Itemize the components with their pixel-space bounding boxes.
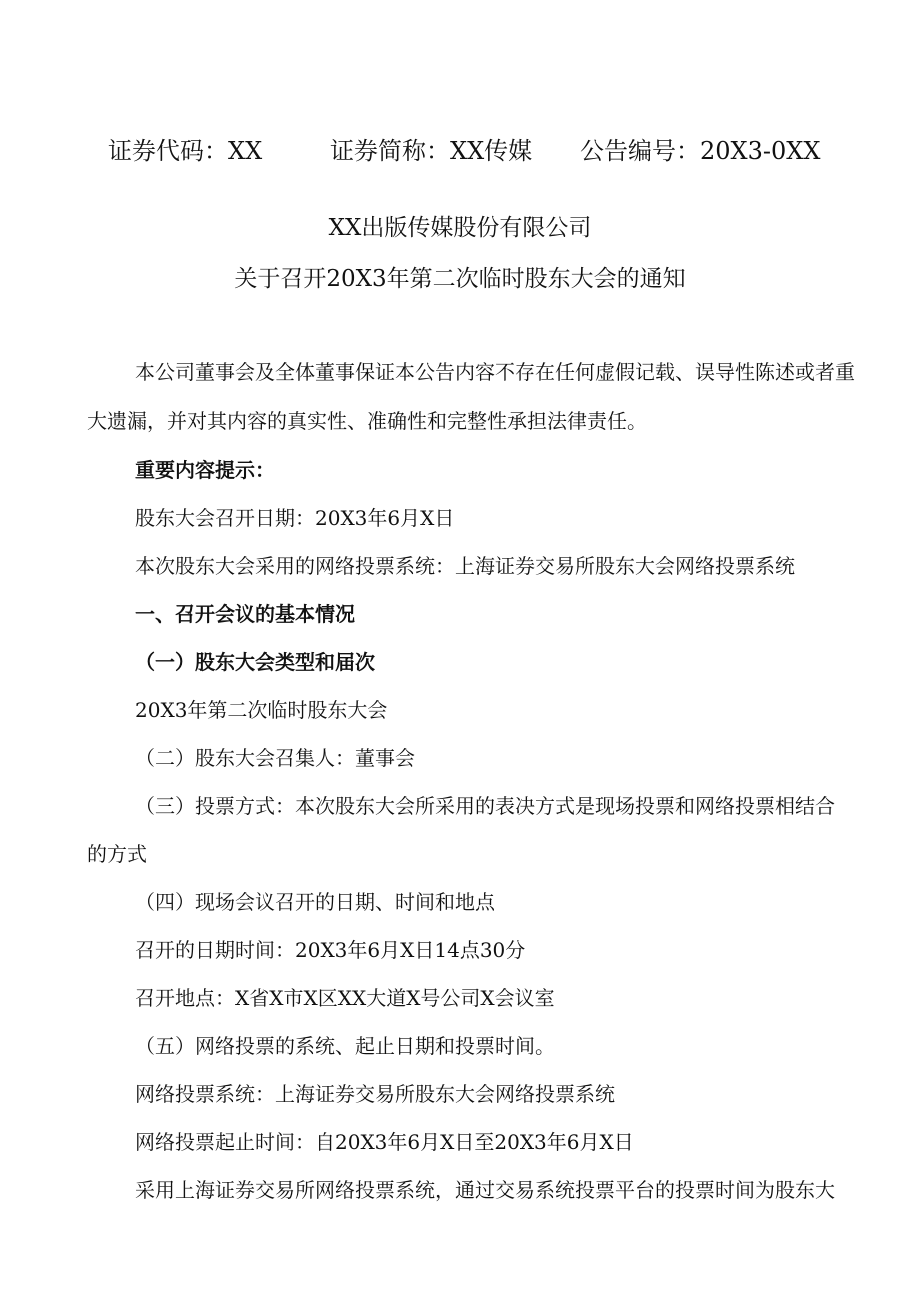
section-heading: 一、召开会议的基本情况 [135,602,355,626]
meeting-date: 股东大会召开日期：20X3年6月X日 [135,506,455,530]
company-name: XX出版传媒股份有限公司 [328,215,592,241]
voting-method-line-2: 的方式 [87,842,147,866]
statement-line-1: 本公司董事会及全体董事保证本公告内容不存在任何虚假记载、误导性陈述或者重 [135,360,855,384]
meeting-time: 召开的日期时间：20X3年6月X日14点30分 [135,938,526,962]
statement-line-2: 大遗漏，并对其内容的真实性、准确性和完整性承担法律责任。 [87,409,647,433]
notice-number: 公告编号：20X3-0XX [580,137,821,165]
stock-abbreviation: 证券简称：XX传媒 [330,137,533,165]
online-voting-description: 采用上海证券交易所网络投票系统，通过交易系统投票平台的投票时间为股东大 [135,1178,835,1202]
online-voting-period: 网络投票起止时间：自20X3年6月X日至20X3年6月X日 [135,1130,634,1154]
convener: （二）股东大会召集人：董事会 [135,746,415,770]
stock-code: 证券代码：XX [108,137,263,165]
voting-system: 本次股东大会采用的网络投票系统：上海证券交易所股东大会网络投票系统 [135,554,795,578]
key-points-heading: 重要内容提示： [135,458,275,482]
onsite-meeting-heading: （四）现场会议召开的日期、时间和地点 [135,890,495,914]
notice-title: 关于召开20X3年第二次临时股东大会的通知 [234,266,686,292]
online-voting-heading: （五）网络投票的系统、起止日期和投票时间。 [135,1034,555,1058]
online-voting-system: 网络投票系统：上海证券交易所股东大会网络投票系统 [135,1082,615,1106]
subsection-heading: （一）股东大会类型和届次 [135,650,375,674]
meeting-type: 20X3年第二次临时股东大会 [135,698,388,722]
voting-method-line-1: （三）投票方式：本次股东大会所采用的表决方式是现场投票和网络投票相结合 [135,794,835,818]
meeting-place: 召开地点：X省X市X区XX大道X号公司X会议室 [135,986,555,1010]
